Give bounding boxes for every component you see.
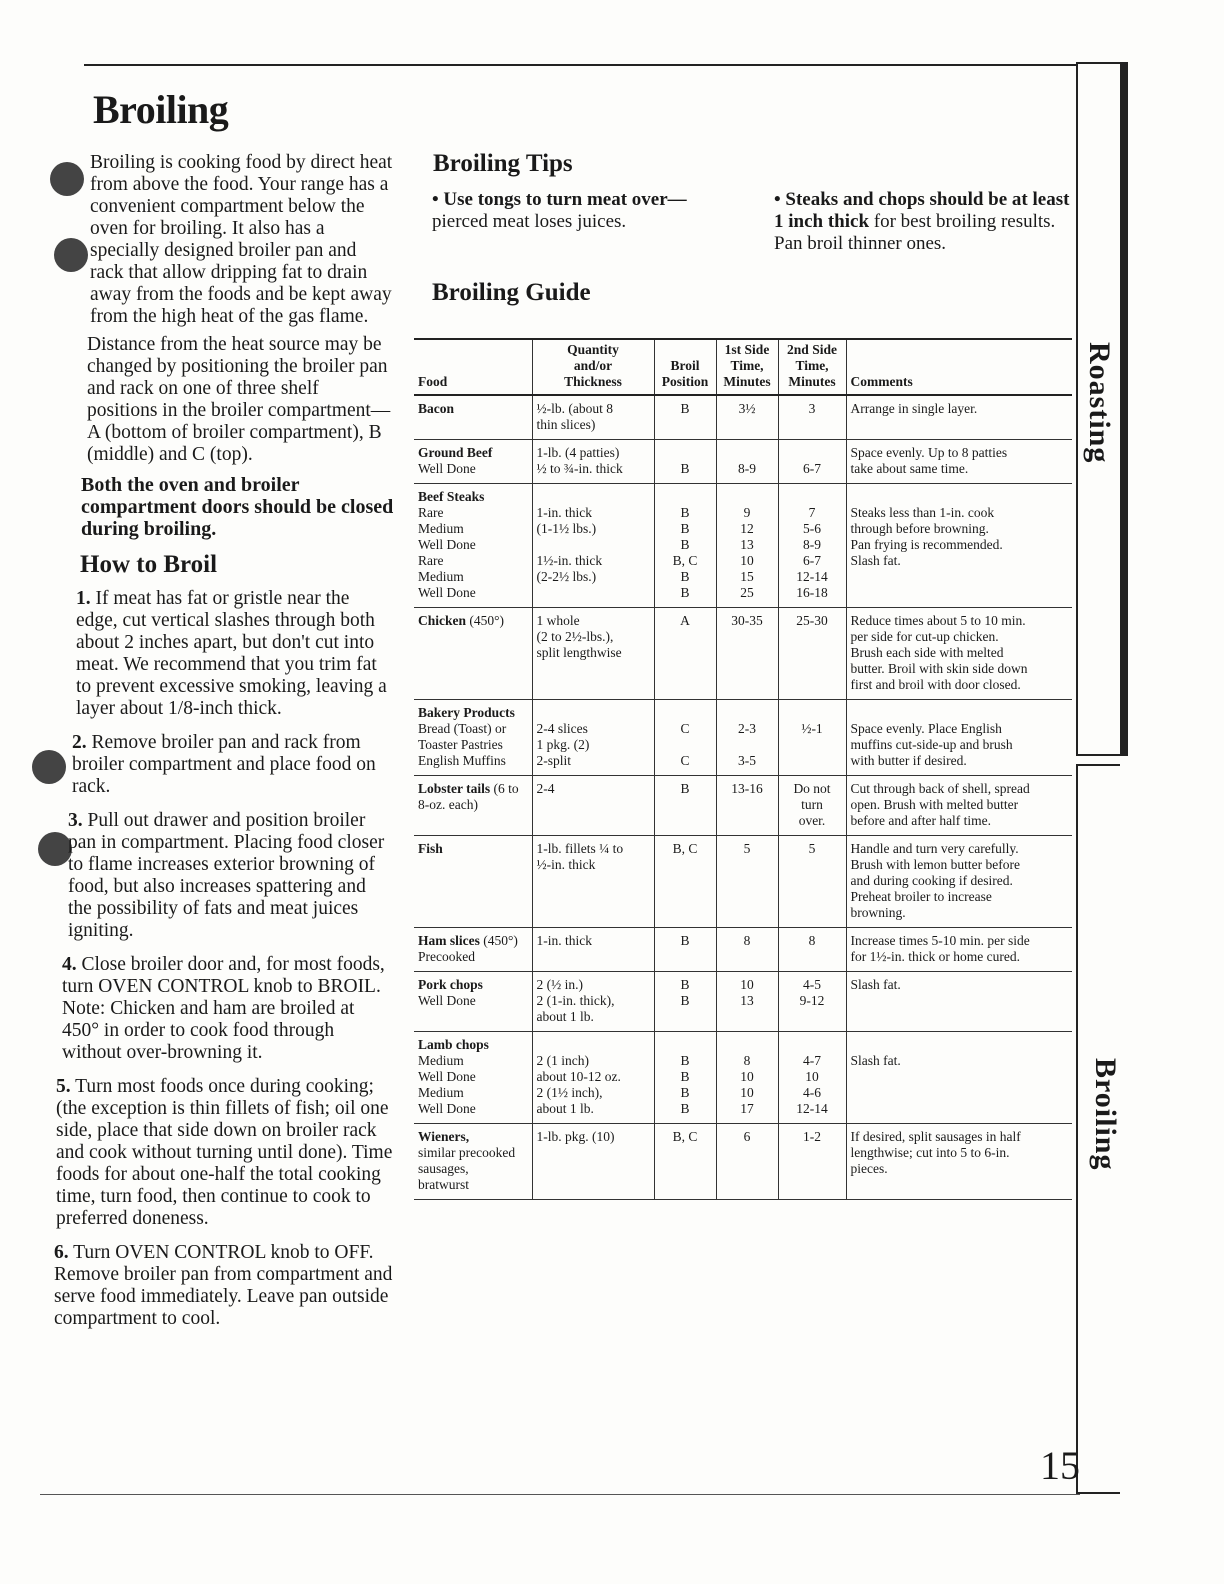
cell-food	[414, 776, 532, 836]
table-row	[414, 608, 1072, 700]
cell-first-side: 2-3 3-5	[716, 700, 778, 776]
cell-position: B, C	[654, 836, 716, 928]
cell-food	[414, 608, 532, 700]
cell-quantity: ½-lb. (about 8 thin slices)	[532, 395, 654, 440]
cell-first-side: 9 12 13 10 15 25	[716, 484, 778, 608]
step-number: 6.	[54, 1242, 69, 1263]
food-name: Lamb chops	[418, 1037, 489, 1052]
cell-quantity: 1-lb. fillets ¼ to ½-in. thick	[532, 836, 654, 928]
food-detail: Rare Medium Well Done Rare Medium Well Done	[418, 505, 476, 600]
top-rule	[84, 64, 1076, 66]
step-text: If meat has fat or gristle near the edge, cut vertical slashes through both about 2 inches apart, but don't cut into meat. We recommend that you trim fat to prevent excessive smoking, leaving a layer about 1/8-inch thick.	[76, 588, 387, 719]
step-text: Pull out drawer and position broiler pan in compartment. Placing food closer to flame increases exterior browning of food, but also increases spattering and the possibility of fats and meat juices igniting.	[68, 810, 385, 941]
cell-second-side: 6-7	[778, 440, 846, 484]
cell-quantity: 2 (1 inch) about 10-12 oz. 2 (1½ inch), about 1 lb.	[532, 1032, 654, 1124]
broiling-guide-table	[414, 338, 1072, 1200]
step-text: Turn most foods once during cooking; (the exception is thin fillets of fish; oil one side, place that side down on broiler rack and cook without turning until done). Time foods for about one-half the total cooking time, turn food, then continue to cook to preferred doneness.	[56, 1076, 393, 1229]
cell-comments: Handle and turn very carefully. Brush with lemon butter before and during cooking if desired. Preheat broiler to increase browning.	[846, 836, 1072, 928]
cell-comments: If desired, split sausages in half lengthwise; cut into 5 to 6-in. pieces.	[846, 1124, 1072, 1200]
header-food: Food	[414, 339, 532, 395]
warning-text: Both the oven and broiler compartment doors should be closed during broiling.	[81, 474, 394, 540]
step-number: 1.	[76, 588, 91, 609]
cell-quantity: 1-lb. pkg. (10)	[532, 1124, 654, 1200]
table-row	[414, 395, 1072, 440]
tips-heading: Broiling Tips	[433, 150, 573, 177]
guide-heading: Broiling Guide	[432, 279, 591, 306]
cell-position: C C	[654, 700, 716, 776]
tab-roasting-label: Roasting	[1083, 342, 1116, 464]
cell-comments: Space evenly. Up to 8 patties take about same time.	[846, 440, 1072, 484]
left-column	[54, 152, 394, 1342]
intro-paragraph: Broiling is cooking food by direct heat from above the food. Your range has a convenient compartment below the oven for broiling. It also has a specially designed broiler pan and rack that allow dripping fat to drain away from the foods and be kept away from the high heat of the gas flame.	[90, 152, 393, 327]
food-name: Lobster tails	[418, 781, 491, 796]
cell-food	[414, 484, 532, 608]
cell-food	[414, 928, 532, 972]
step-number: 3.	[68, 810, 83, 831]
food-name: Bakery Products	[418, 705, 515, 720]
cell-second-side: 7 5-6 8-9 6-7 12-14 16-18	[778, 484, 846, 608]
cell-position: A	[654, 608, 716, 700]
food-name: Ham slices	[418, 933, 480, 948]
cell-first-side: 30-35	[716, 608, 778, 700]
cell-comments: Increase times 5-10 min. per side for 1½-in. thick or home cured.	[846, 928, 1072, 972]
cell-position: B, C	[654, 1124, 716, 1200]
header-first-side: 1st Side Time, Minutes	[716, 339, 778, 395]
cell-comments: Reduce times about 5 to 10 min. per side for cut-up chicken. Brush each side with melted butter. Broil with skin side down first and broil with door closed.	[846, 608, 1072, 700]
cell-quantity: 1 whole (2 to 2½-lbs.), split lengthwise	[532, 608, 654, 700]
cell-position: B B B B, C B B	[654, 484, 716, 608]
step-item	[54, 588, 394, 720]
cell-comments: Arrange in single layer.	[846, 395, 1072, 440]
cell-second-side: 25-30	[778, 608, 846, 700]
food-name: Ground Beef	[418, 445, 493, 460]
food-name: Bacon	[418, 401, 455, 416]
cell-first-side: 8	[716, 928, 778, 972]
cell-second-side: ½-1	[778, 700, 846, 776]
cell-comments: Slash fat.	[846, 1032, 1072, 1124]
intro-paragraph: Distance from the heat source may be changed by positioning the broiler pan and rack on one of three shelf positions in the broiler compartment— A (bottom of broiler compartment), B (middle) and C (top).	[87, 334, 391, 465]
cell-food	[414, 836, 532, 928]
table-row	[414, 1124, 1072, 1200]
cell-second-side: 8	[778, 928, 846, 972]
cell-food	[414, 700, 532, 776]
cell-first-side: 3½	[716, 395, 778, 440]
table-row	[414, 972, 1072, 1032]
step-item	[54, 732, 394, 798]
step-item	[54, 1242, 394, 1330]
cell-second-side: 4-7 10 4-6 12-14	[778, 1032, 846, 1124]
step-text: Close broiler door and, for most foods, turn OVEN CONTROL knob to BROIL. Note: Chicken and ham are broiled at 450° in order to cook food through without over-browning it.	[62, 954, 385, 1063]
food-detail: Bread (Toast) or Toaster Pastries English Muffins	[418, 721, 507, 768]
cell-comments: Space evenly. Place English muffins cut-side-up and brush with butter if desired.	[846, 700, 1072, 776]
food-name: Fish	[418, 841, 443, 856]
cell-comments: Steaks less than 1-in. cook through before browning. Pan frying is recommended. Slash fat.	[846, 484, 1072, 608]
bottom-rule	[40, 1494, 1080, 1495]
food-name: Chicken	[418, 613, 467, 628]
cell-food	[414, 440, 532, 484]
page-title: Broiling	[93, 87, 229, 132]
table-row	[414, 700, 1072, 776]
tip-bold: • Steaks and chops should be at least 1 inch thick	[774, 189, 1070, 232]
header-quantity: Quantity and/or Thickness	[532, 339, 654, 395]
table-row	[414, 440, 1072, 484]
table-row	[414, 484, 1072, 608]
food-detail: (450°)	[469, 613, 505, 628]
step-text: Remove broiler pan and rack from broiler compartment and place food on rack.	[72, 732, 376, 797]
cell-second-side: 3	[778, 395, 846, 440]
cell-comments: Cut through back of shell, spread open. Brush with melted butter before and after half time.	[846, 776, 1072, 836]
header-position: Broil Position	[654, 339, 716, 395]
page-number: 15	[1040, 1443, 1080, 1488]
food-detail: (6 to 8-oz. each)	[418, 781, 519, 812]
cell-position: B	[654, 928, 716, 972]
food-detail: Medium Well Done Medium Well Done	[418, 1053, 476, 1116]
cell-second-side: 4-5 9-12	[778, 972, 846, 1032]
cell-second-side: 5	[778, 836, 846, 928]
cell-second-side: Do not turn over.	[778, 776, 846, 836]
cell-food	[414, 1124, 532, 1200]
step-number: 5.	[56, 1076, 71, 1097]
table-row	[414, 776, 1072, 836]
header-comments: Comments	[846, 339, 1072, 395]
cell-food	[414, 1032, 532, 1124]
header-second-side: 2nd Side Time, Minutes	[778, 339, 846, 395]
food-name: Beef Steaks	[418, 489, 485, 504]
tab-bar	[1120, 62, 1128, 756]
cell-position: B B B B	[654, 1032, 716, 1124]
cell-position: B	[654, 395, 716, 440]
cell-first-side: 13-16	[716, 776, 778, 836]
food-detail: similar precooked sausages, bratwurst	[418, 1145, 516, 1192]
food-detail: (450°) Precooked	[418, 933, 518, 964]
step-number: 2.	[72, 732, 87, 753]
table-row	[414, 1032, 1072, 1124]
cell-first-side: 8 10 10 17	[716, 1032, 778, 1124]
table-row	[414, 836, 1072, 928]
food-name: Wieners,	[418, 1129, 470, 1144]
tip-item	[774, 189, 1074, 255]
food-detail: Well Done	[418, 461, 476, 476]
step-number: 4.	[62, 954, 77, 975]
tip-text: for best broiling results. Pan broil thinner ones.	[774, 211, 1056, 254]
how-to-heading: How to Broil	[80, 551, 218, 578]
food-detail: Well Done	[418, 993, 476, 1008]
cell-quantity: 1-in. thick	[532, 928, 654, 972]
food-name: Pork chops	[418, 977, 483, 992]
cell-food	[414, 395, 532, 440]
cell-quantity: 1-in. thick (1-1½ lbs.) 1½-in. thick (2-2½ lbs.)	[532, 484, 654, 608]
cell-quantity: 2-4 slices 1 pkg. (2) 2-split	[532, 700, 654, 776]
step-item	[54, 954, 394, 1064]
cell-first-side: 10 13	[716, 972, 778, 1032]
tip-text: pierced meat loses juices.	[432, 211, 627, 232]
table-row	[414, 928, 1072, 972]
cell-first-side: 5	[716, 836, 778, 928]
cell-first-side: 6	[716, 1124, 778, 1200]
tip-item	[432, 189, 732, 233]
step-item	[54, 1076, 394, 1230]
step-item	[54, 810, 394, 942]
tip-bold: • Use tongs to turn meat over—	[432, 189, 687, 210]
cell-position: B B	[654, 972, 716, 1032]
cell-position: B	[654, 776, 716, 836]
tab-broiling-label: Broiling	[1089, 1058, 1122, 1171]
cell-second-side: 1-2	[778, 1124, 846, 1200]
cell-quantity: 2-4	[532, 776, 654, 836]
cell-comments: Slash fat.	[846, 972, 1072, 1032]
cell-first-side: 8-9	[716, 440, 778, 484]
cell-food	[414, 972, 532, 1032]
cell-quantity: 2 (½ in.) 2 (1-in. thick), about 1 lb.	[532, 972, 654, 1032]
table-header-row	[414, 339, 1072, 395]
step-text: Turn OVEN CONTROL knob to OFF. Remove broiler pan from compartment and serve food immediately. Leave pan outside compartment to cool.	[54, 1242, 393, 1329]
cell-quantity: 1-lb. (4 patties) ½ to ¾-in. thick	[532, 440, 654, 484]
cell-position: B	[654, 440, 716, 484]
